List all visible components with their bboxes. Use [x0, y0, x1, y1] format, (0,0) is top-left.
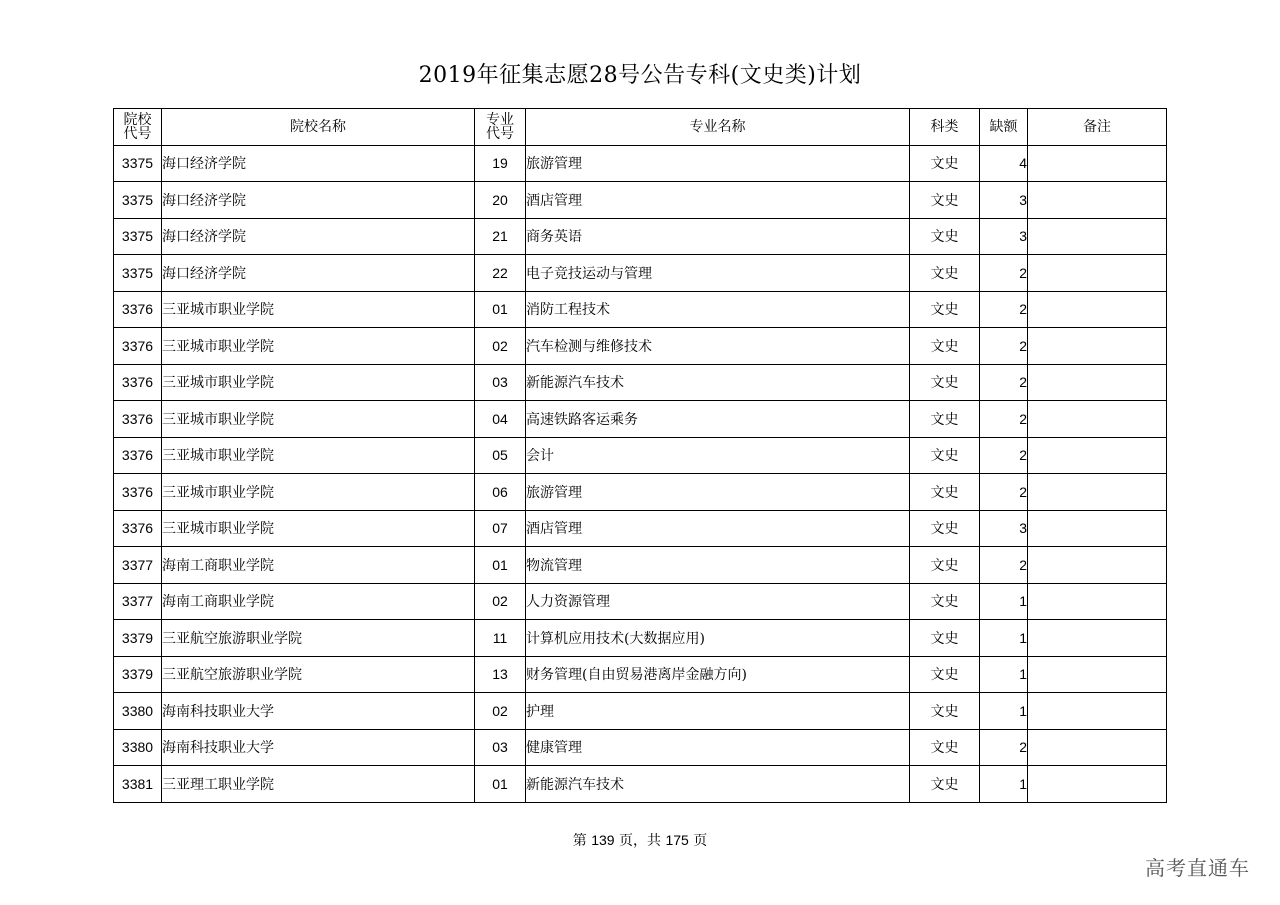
cell-school-code: 3377 [114, 583, 162, 620]
cell-major-code: 01 [475, 766, 526, 803]
cell-quota: 2 [980, 255, 1028, 292]
cell-remarks [1028, 766, 1167, 803]
header-remarks: 备注 [1028, 109, 1167, 146]
cell-remarks [1028, 182, 1167, 219]
table-row [114, 583, 1167, 620]
watermark-logo-text: 高考直通车 [1145, 856, 1250, 880]
cell-major-name: 电子竞技运动与管理 [526, 255, 910, 292]
table-row [114, 145, 1167, 182]
cell-school-name: 三亚航空旅游职业学院 [162, 656, 475, 693]
cell-major-code: 04 [475, 401, 526, 438]
cell-quota: 2 [980, 729, 1028, 766]
cell-remarks [1028, 218, 1167, 255]
cell-school-name: 三亚城市职业学院 [162, 437, 475, 474]
cell-category: 文史 [910, 620, 980, 657]
cell-school-code: 3380 [114, 729, 162, 766]
cell-quota: 1 [980, 656, 1028, 693]
cell-category: 文史 [910, 145, 980, 182]
table-row [114, 766, 1167, 803]
header-category: 科类 [910, 109, 980, 146]
cell-major-code: 05 [475, 437, 526, 474]
table-row [114, 693, 1167, 730]
cell-category: 文史 [910, 328, 980, 365]
cell-school-code: 3379 [114, 656, 162, 693]
header-school-code-text: 院校 代号 [123, 111, 152, 142]
footer-total-pages: 175 [665, 832, 689, 848]
table-row [114, 620, 1167, 657]
cell-quota: 4 [980, 145, 1028, 182]
table-row [114, 291, 1167, 328]
cell-school-code: 3375 [114, 182, 162, 219]
cell-school-name: 三亚城市职业学院 [162, 510, 475, 547]
cell-school-name: 海南科技职业大学 [162, 693, 475, 730]
footer-page-number: 139 [591, 832, 615, 848]
cell-quota: 2 [980, 474, 1028, 511]
cell-remarks [1028, 401, 1167, 438]
cell-remarks [1028, 474, 1167, 511]
page-title: 2019年征集志愿28号公告专科(文史类)计划 [418, 63, 862, 88]
cell-major-code: 21 [475, 218, 526, 255]
cell-category: 文史 [910, 291, 980, 328]
cell-school-code: 3380 [114, 693, 162, 730]
cell-quota: 1 [980, 583, 1028, 620]
cell-school-name: 海南工商职业学院 [162, 547, 475, 584]
cell-remarks [1028, 583, 1167, 620]
cell-major-name: 汽车检测与维修技术 [526, 328, 910, 365]
cell-school-name: 三亚城市职业学院 [162, 474, 475, 511]
cell-school-name: 三亚城市职业学院 [162, 328, 475, 365]
cell-major-code: 03 [475, 729, 526, 766]
cell-major-code: 01 [475, 291, 526, 328]
cell-major-name: 商务英语 [526, 218, 910, 255]
cell-school-code: 3381 [114, 766, 162, 803]
table-row [114, 401, 1167, 438]
cell-school-name: 三亚理工职业学院 [162, 766, 475, 803]
cell-school-code: 3377 [114, 547, 162, 584]
cell-major-name: 酒店管理 [526, 510, 910, 547]
cell-school-name: 三亚城市职业学院 [162, 291, 475, 328]
cell-remarks [1028, 328, 1167, 365]
cell-remarks [1028, 255, 1167, 292]
cell-school-code: 3379 [114, 620, 162, 657]
page-footer [0, 830, 1280, 850]
cell-quota: 3 [980, 510, 1028, 547]
cell-major-name: 物流管理 [526, 547, 910, 584]
cell-major-name: 旅游管理 [526, 474, 910, 511]
cell-remarks [1028, 547, 1167, 584]
cell-major-name: 新能源汽车技术 [526, 364, 910, 401]
cell-school-name: 海口经济学院 [162, 218, 475, 255]
table-row [114, 474, 1167, 511]
cell-category: 文史 [910, 766, 980, 803]
table-row [114, 729, 1167, 766]
cell-quota: 1 [980, 620, 1028, 657]
header-major-code-text: 专业 代号 [486, 111, 514, 142]
cell-remarks [1028, 656, 1167, 693]
cell-major-name: 高速铁路客运乘务 [526, 401, 910, 438]
cell-major-code: 06 [475, 474, 526, 511]
cell-quota: 2 [980, 291, 1028, 328]
cell-major-code: 03 [475, 364, 526, 401]
cell-major-name: 财务管理(自由贸易港离岸金融方向) [526, 656, 910, 693]
cell-major-name: 人力资源管理 [526, 583, 910, 620]
table-row [114, 255, 1167, 292]
cell-remarks [1028, 510, 1167, 547]
table-row [114, 364, 1167, 401]
cell-quota: 2 [980, 437, 1028, 474]
header-quota: 缺额 [980, 109, 1028, 146]
table-row [114, 437, 1167, 474]
cell-quota: 2 [980, 401, 1028, 438]
cell-school-name: 三亚航空旅游职业学院 [162, 620, 475, 657]
cell-category: 文史 [910, 547, 980, 584]
cell-school-code: 3376 [114, 474, 162, 511]
cell-major-code: 13 [475, 656, 526, 693]
cell-major-name: 新能源汽车技术 [526, 766, 910, 803]
cell-major-name: 护理 [526, 693, 910, 730]
table-row [114, 328, 1167, 365]
cell-category: 文史 [910, 510, 980, 547]
cell-quota: 1 [980, 693, 1028, 730]
footer-suffix: 页 [693, 833, 708, 849]
cell-major-code: 01 [475, 547, 526, 584]
cell-category: 文史 [910, 218, 980, 255]
cell-quota: 3 [980, 182, 1028, 219]
footer-prefix: 第 [572, 833, 587, 849]
cell-major-code: 02 [475, 583, 526, 620]
cell-school-code: 3376 [114, 328, 162, 365]
cell-major-name: 消防工程技术 [526, 291, 910, 328]
cell-remarks [1028, 145, 1167, 182]
cell-school-code: 3375 [114, 218, 162, 255]
cell-major-code: 22 [475, 255, 526, 292]
cell-remarks [1028, 620, 1167, 657]
cell-category: 文史 [910, 474, 980, 511]
cell-major-code: 11 [475, 620, 526, 657]
cell-school-name: 海口经济学院 [162, 145, 475, 182]
cell-school-name: 海口经济学院 [162, 255, 475, 292]
cell-school-code: 3376 [114, 291, 162, 328]
cell-remarks [1028, 437, 1167, 474]
cell-school-code: 3376 [114, 401, 162, 438]
cell-major-name: 健康管理 [526, 729, 910, 766]
cell-quota: 3 [980, 218, 1028, 255]
cell-major-name: 酒店管理 [526, 182, 910, 219]
footer-middle: 页，共 [619, 833, 661, 849]
table-row [114, 656, 1167, 693]
cell-major-code: 02 [475, 693, 526, 730]
cell-remarks [1028, 291, 1167, 328]
cell-remarks [1028, 364, 1167, 401]
cell-category: 文史 [910, 364, 980, 401]
cell-school-name: 三亚城市职业学院 [162, 401, 475, 438]
cell-major-name: 计算机应用技术(大数据应用) [526, 620, 910, 657]
cell-school-name: 海南工商职业学院 [162, 583, 475, 620]
cell-category: 文史 [910, 401, 980, 438]
cell-school-name: 三亚城市职业学院 [162, 364, 475, 401]
cell-remarks [1028, 729, 1167, 766]
table-row [114, 547, 1167, 584]
table-body [114, 145, 1167, 802]
cell-category: 文史 [910, 255, 980, 292]
cell-major-code: 20 [475, 182, 526, 219]
cell-remarks [1028, 693, 1167, 730]
header-major-code [475, 109, 526, 146]
header-school-code [114, 109, 162, 146]
cell-category: 文史 [910, 583, 980, 620]
cell-category: 文史 [910, 693, 980, 730]
cell-school-code: 3376 [114, 510, 162, 547]
cell-major-code: 02 [475, 328, 526, 365]
cell-school-code: 3375 [114, 255, 162, 292]
cell-school-name: 海南科技职业大学 [162, 729, 475, 766]
table-header-row [114, 109, 1167, 146]
header-major-name: 专业名称 [526, 109, 910, 146]
table-row [114, 510, 1167, 547]
cell-school-code: 3376 [114, 437, 162, 474]
cell-school-code: 3376 [114, 364, 162, 401]
cell-quota: 2 [980, 364, 1028, 401]
cell-school-code: 3375 [114, 145, 162, 182]
cell-category: 文史 [910, 182, 980, 219]
cell-major-name: 旅游管理 [526, 145, 910, 182]
table-row [114, 182, 1167, 219]
cell-quota: 2 [980, 328, 1028, 365]
cell-quota: 2 [980, 547, 1028, 584]
cell-school-name: 海口经济学院 [162, 182, 475, 219]
cell-major-name: 会计 [526, 437, 910, 474]
cell-major-code: 19 [475, 145, 526, 182]
header-school-name: 院校名称 [162, 109, 475, 146]
cell-category: 文史 [910, 656, 980, 693]
cell-quota: 1 [980, 766, 1028, 803]
table-row [114, 218, 1167, 255]
plan-table [113, 108, 1167, 803]
cell-category: 文史 [910, 437, 980, 474]
cell-major-code: 07 [475, 510, 526, 547]
cell-category: 文史 [910, 729, 980, 766]
